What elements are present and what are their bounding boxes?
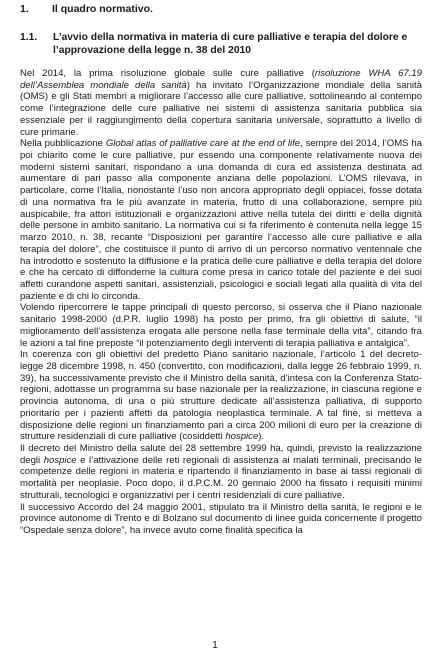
section-number: 1. (20, 3, 29, 15)
body-paragraph (20, 502, 422, 537)
section-title: Il quadro normativo. (52, 3, 153, 15)
italic-text: risoluzione WHA 67.19 dell’Assemblea mondiale della sanità (20, 68, 422, 91)
text-run: Nella pubblicazione (20, 138, 106, 150)
body-paragraph (20, 443, 422, 502)
italic-text: hospice (225, 431, 259, 443)
subsection-number: 1.1. (20, 32, 38, 43)
body-paragraph (20, 68, 422, 138)
text-run: Volendo ripercorrere le tappe principali di questo percorso, si osserva che il Piano nazionale sanitario 1998-2000 (d.P.R. luglio 1998) ha posto per primo, fra gli obiettivi di salute, “il miglioramento dell’assistenza erogata alle persone nella fase terminale della vita”, citando fra le azioni a tal fine preposte “il potenziamento degli interventi di terapia palliativa e antalgica”. (20, 302, 422, 349)
body-paragraph (20, 349, 422, 443)
body-paragraph (20, 302, 422, 349)
subsection-title: L’avvio della normativa in materia di cure palliative e terapia del dolore e l’approvazione della legge n. 38 del 2010 (53, 32, 408, 56)
page-number: 1 (212, 640, 218, 651)
subsection-heading (20, 32, 418, 57)
text-run: ) ha invitato l’Organizzazione mondiale della sanità (OMS) e gli Stati membri a migliorare l’accesso alle cure palliative, sottolineando al contempo come l’integrazione delle cure palliative nei sistemi di assistenza sanitaria pubblica sia essenziale per il raggiungimento della copertura sanitaria universale, soprattutto a livello di cure primarie. (20, 79, 422, 138)
section-heading (20, 3, 153, 15)
body-text (20, 68, 422, 537)
text-run: ). (258, 431, 265, 443)
text-run: , sempre del 2014, l’OMS ha poi chiarito come le cure palliative, pur essendo una componente relativamente nuova dei moderni sistemi sanitari, rispondano a una domanda di cura ed assistenza destinata ad aumentare di pari passo alla componente anziana delle popolazioni. L’OMS rilevava, in particolare, come l’Italia, nonostante l’uso non ancora appropriato degli oppiacei, fosse dotata di una normativa fra le più avanzate in materia, frutto di una collaborazione, sempre più auspicabile, fra attori istituzionali e organizzazioni attive nella tutela dei diritti e della dignità delle persone in ambito sanitario. La normativa cui si fa riferimento è contenuta nella legge 15 marzo 2010, n. 38, recante “Disposizioni per garantire l’accesso alle cure palliative e alla terapia del dolore”, che costituisce il punto di arrivo di un percorso normativo ventennale che ha introdotto e sostenuto la diffusione e la pratica delle cure palliative e della terapia del dolore e che ha cercato di diffonderne la cultura come presa in carico totale del paziente e dei suoi affetti curandone aspetti sanitari, assistenziali, psicologici e sociali legati alla qualità di vita del paziente e di chi lo circonda. (20, 138, 422, 302)
italic-text: hospice (43, 454, 77, 466)
body-paragraph (20, 138, 422, 302)
text-run: Nel 2014, la prima risoluzione globale sulle cure palliative ( (20, 68, 315, 79)
text-run: e l’attivazione delle reti regionali di assistenza ai malati terminali, precisando le competenze delle regioni in materia e ripartendo il finanziamento in base ai tassi regionali di mortalità per neoplasie. Poco dopo, il d.P.C.M. 20 gennaio 2000 ha fissato i requisiti minimi strutturali, tecnologici e organizzativi per i centri residenziali di cure palliative. (20, 454, 422, 501)
text-run: Il successivo Accordo del 24 maggio 2001, stipulato tra il Ministro della sanità, le regioni e le province autonome di Trento e di Bolzano sul documento di linee guida concernente il progetto “Ospedale senza dolore”, ha invece avuto come finalità specifica la (20, 501, 422, 537)
text-run: Il decreto del Ministro della salute del 28 settembre 1999 ha, quindi, previsto la realizzazione degli (20, 443, 422, 466)
italic-text: Global atlas of palliative care at the end of life (105, 138, 301, 150)
text-run: In coerenza con gli obiettivi del predetto Piano sanitario nazionale, l’articolo 1 del decreto-legge 28 dicembre 1998, n. 450 (convertito, con modificazioni, dalla legge 26 febbraio 1999, n. 39), ha successivamente previsto che il Ministro della sanità, d’intesa con la Conferenza Stato-regioni, adottasse un programma su base nazionale per la realizzazione, in ciascuna regione e provincia autonoma, di una o più strutture dedicate all’assistenza palliativa, di supporto prioritario per i pazienti affetti da patologia neoplastica terminale. A tal fine, si metteva a disposizione delle regioni un finanziamento pari a circa 200 milioni di euro per la creazione di strutture residenziali di cure palliative (cosiddetti (20, 349, 422, 443)
